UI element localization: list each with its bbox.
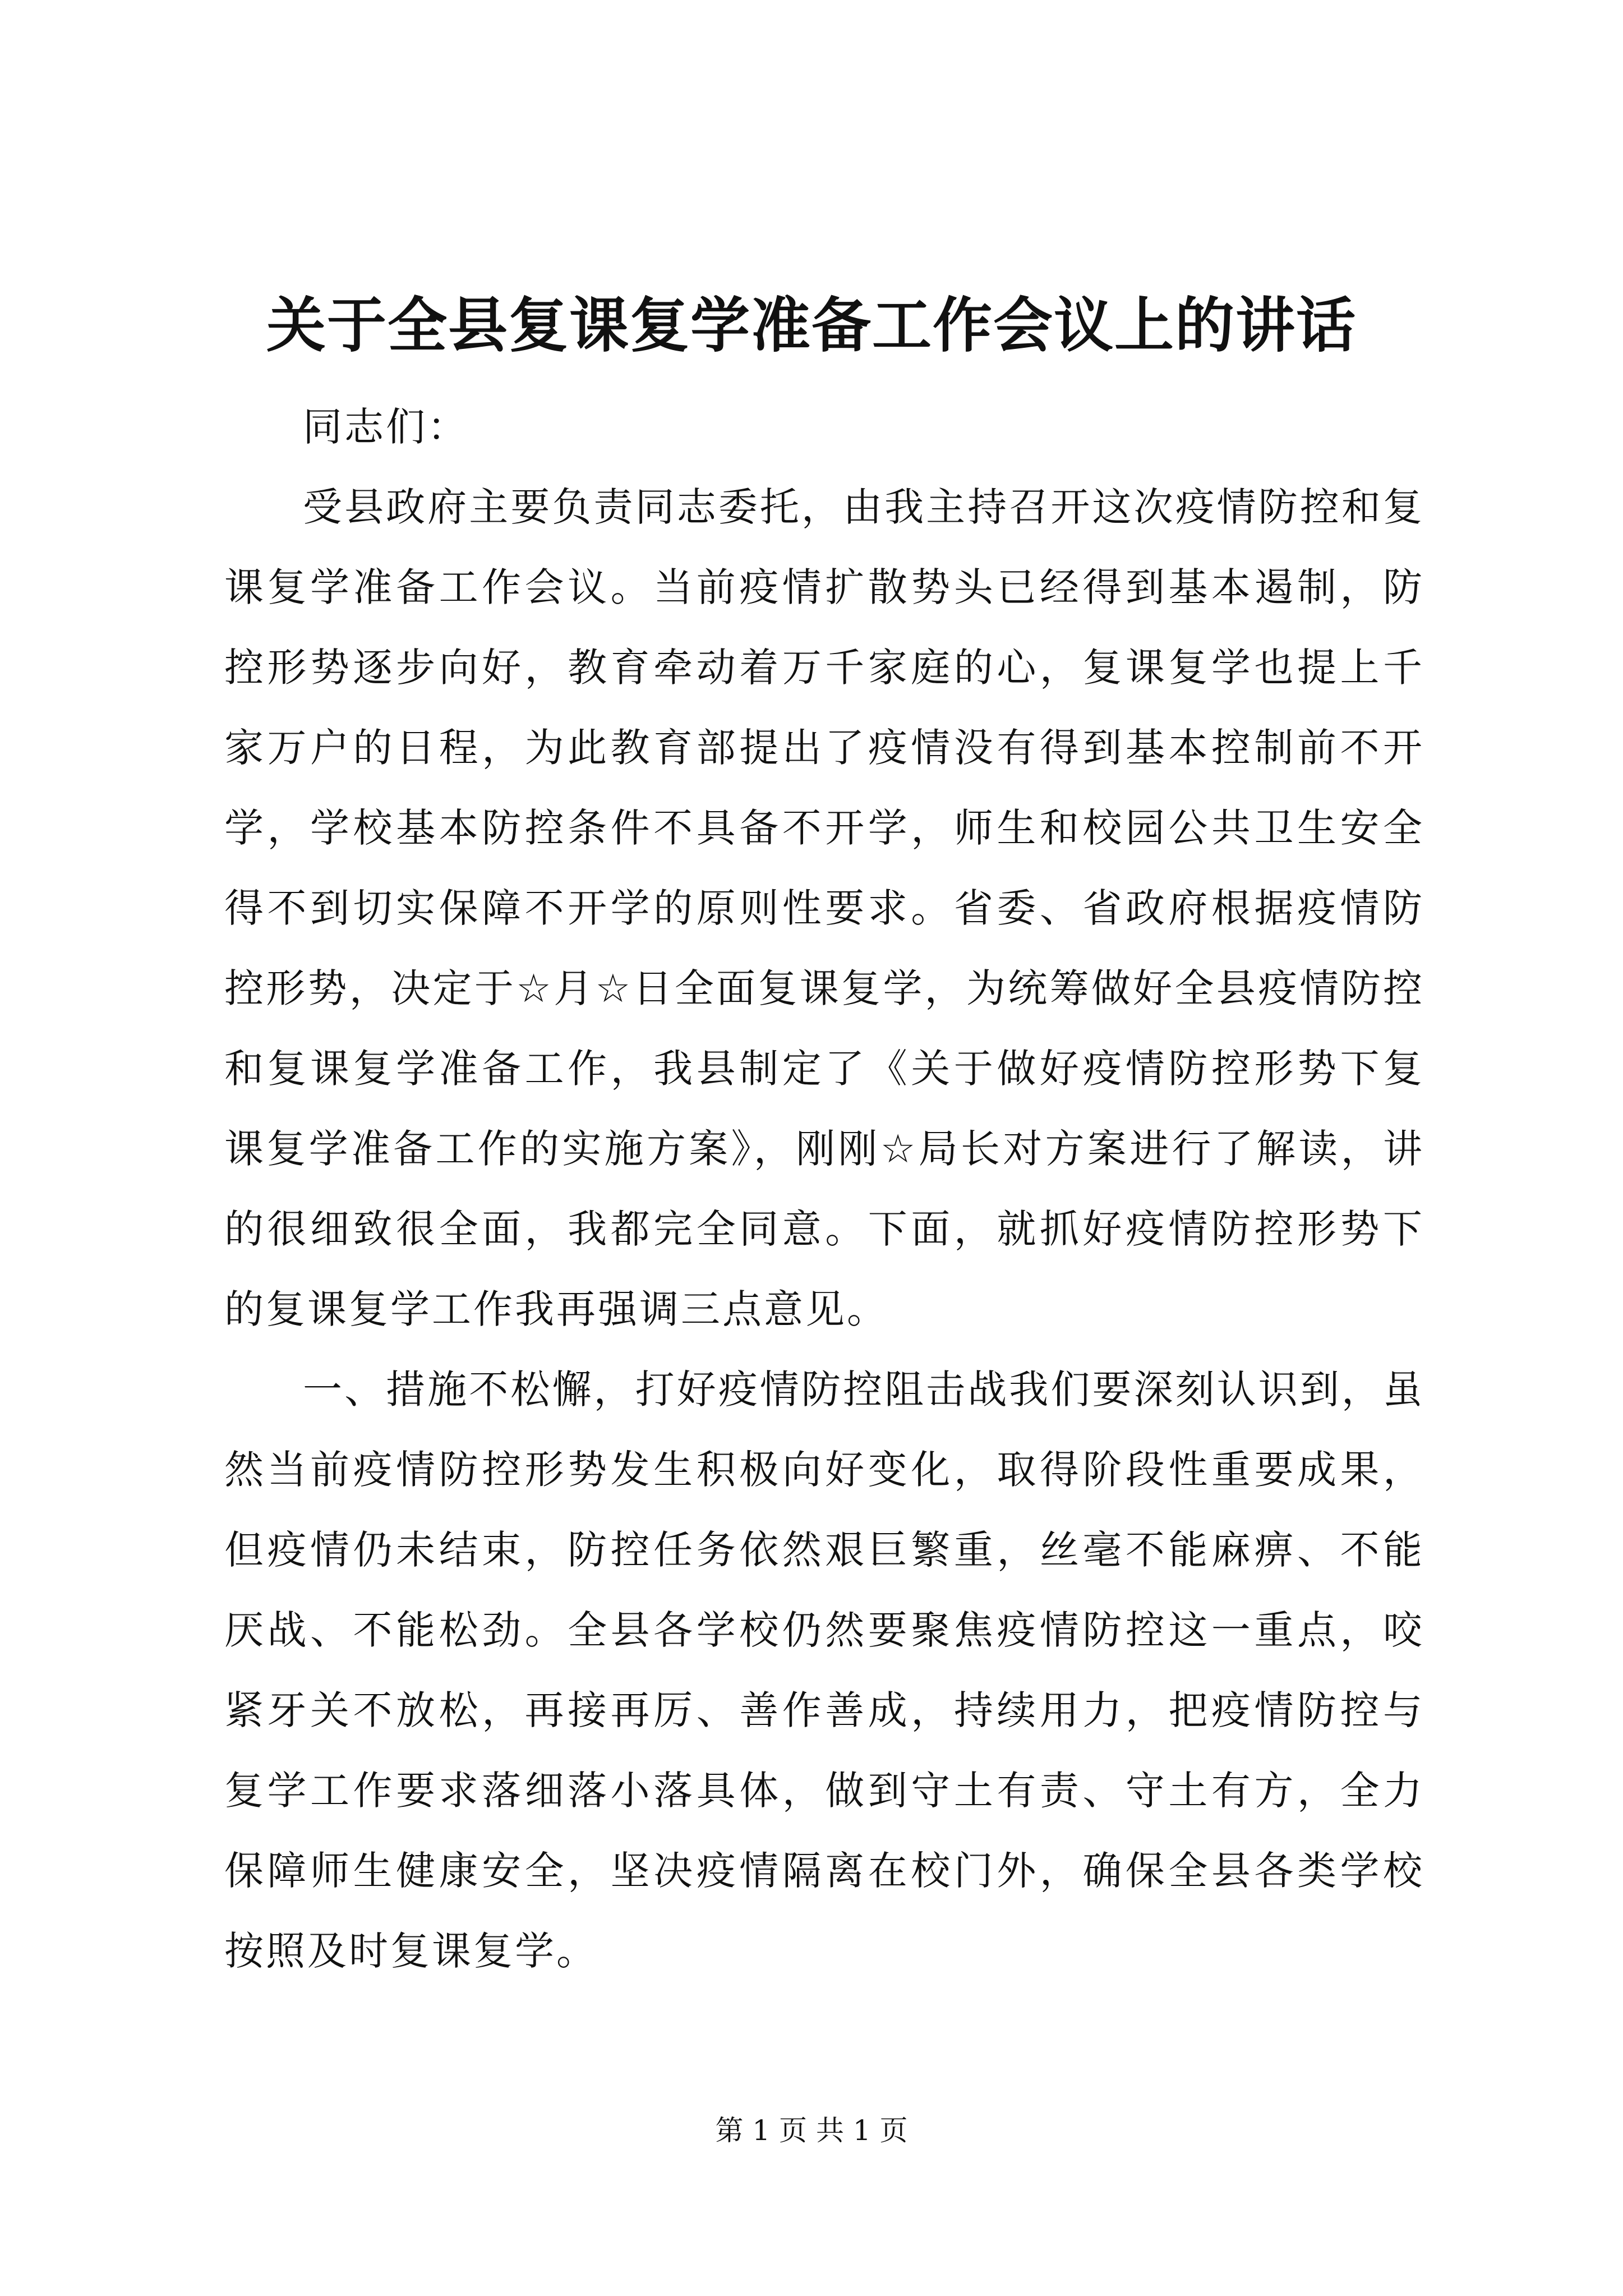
salutation: 同志们： xyxy=(303,404,469,450)
paragraph-intro: 受县政府主要负责同志委托，由我主持召开这次疫情防控和复课复学准备工作会议。当前疫情扩散势头已经得到基本遏制，防控形势逐步向好，教育牵动着万千家庭的心，复课复学也提上千家万户的日程，为此教育部提出了疫情没有得到基本控制前不开学，学校基本防控条件不具备不开学，师生和校园公共卫生安全得不到切实保障不开学的原则性要求。省委、省政府根据疫情防控形势，决定于☆月☆日全面复课复学，为统筹做好全县疫情防控和复课复学准备工作，我县制定了《关于做好疫情防控形势下复课复学准备工作的实施方案》，刚刚☆局长对方案进行了解读，讲的很细致很全面，我都完全同意。下面，就抓好疫情防控形势下的复课复学工作我再强调三点意见。 xyxy=(224,484,1424,1332)
paragraph-point-one: 一、措施不松懈，打好疫情防控阻击战我们要深刻认识到，虽然当前疫情防控形势发生积极向好变化，取得阶段性重要成果，但疫情仍未结束，防控任务依然艰巨繁重，丝毫不能麻痹、不能厌战、不能松劲。全县各学校仍然要聚焦疫情防控这一重点，咬紧牙关不放松，再接再厉、善作善成，持续用力，把疫情防控与复学工作要求落细落小落具体，做到守土有责、守土有方，全力保障师生健康安全，坚决疫情隔离在校门外，确保全县各类学校按照及时复课复学。 xyxy=(224,1366,1424,1974)
page-number-footer: 第 1 页 共 1 页 xyxy=(715,2114,908,2147)
document-body xyxy=(224,387,1424,1991)
document-title: 关于全县复课复学准备工作会议上的讲话 xyxy=(266,290,1357,360)
